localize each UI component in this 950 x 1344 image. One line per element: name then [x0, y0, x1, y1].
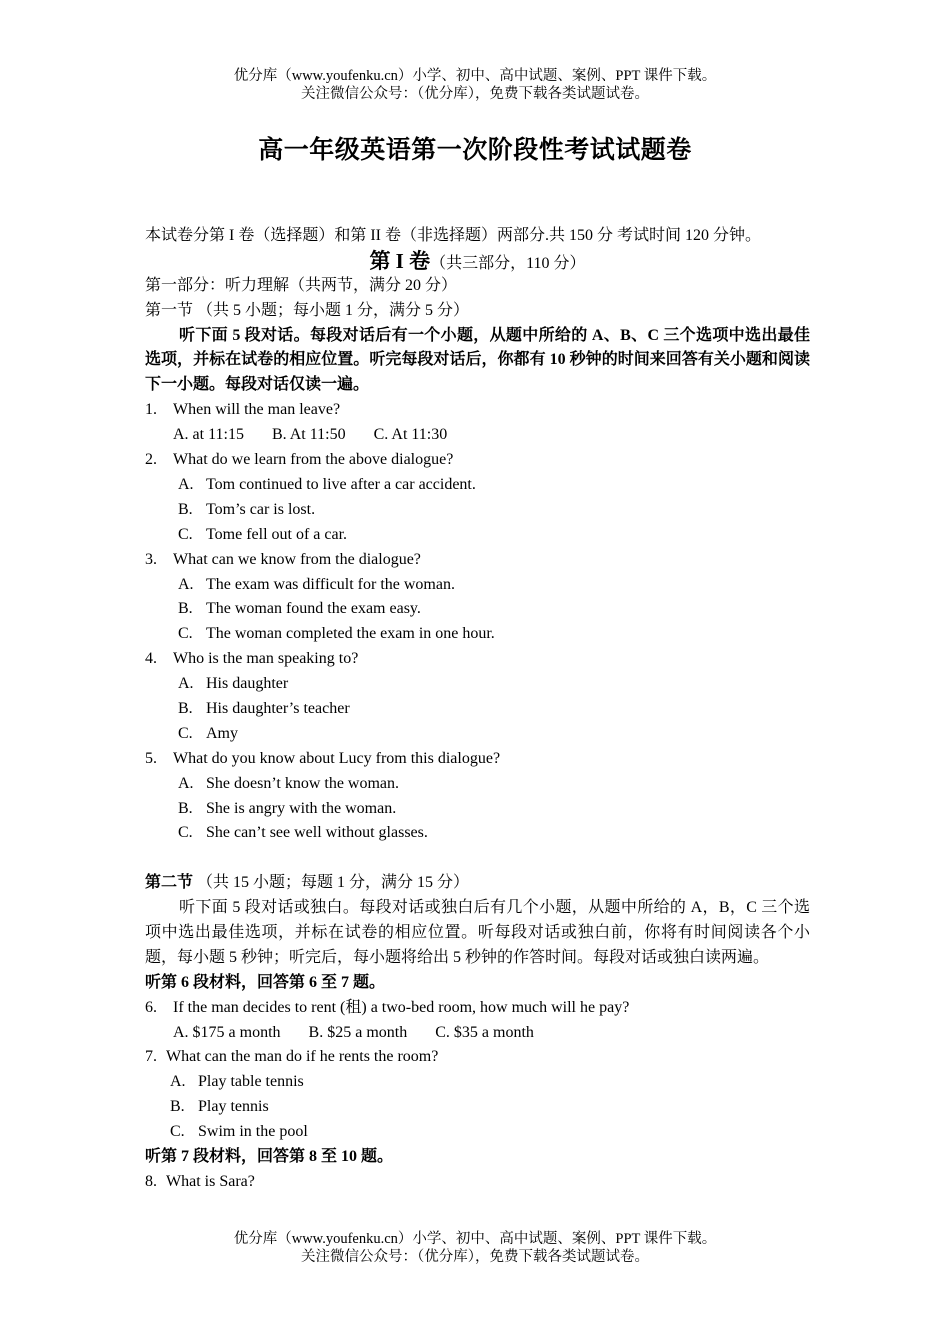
exam-intro: 本试卷分第 I 卷（选择题）和第 II 卷（非选择题）两部分.共 150 分 考试时间 120 分钟。: [145, 227, 761, 244]
header-line-2: 关注微信公众号：（优分库），免费下载各类试题试卷。: [301, 86, 649, 102]
option-b[interactable]: B. At 11:50: [271, 426, 346, 444]
option-c[interactable]: C. $35 a month: [435, 1023, 534, 1041]
option-b[interactable]: B. The woman found the exam easy.: [178, 600, 421, 618]
page-header: [0, 67, 950, 103]
option-a[interactable]: A. $175 a month: [173, 1023, 281, 1041]
option-b[interactable]: B. $25 a month: [308, 1023, 408, 1041]
question-4: 4. Who is the man speaking to?: [145, 650, 359, 668]
question-1: 1. When will the man leave?: [145, 401, 341, 419]
option-a[interactable]: A. She doesn’t know the woman.: [178, 774, 400, 792]
option-c[interactable]: C. The woman completed the exam in one hour.: [178, 625, 495, 643]
section2-instructions: 听下面 5 段对话或独白。每段对话或独白后有几个小题，从题中所给的 A，B，C 三个选项中选出最佳选项，并标在试卷的相应位置。听每段对话或独白前，你将有时间阅读各个小题，每小题 5 秒钟；听完后，每小题将给出 5 秒钟的作答时间。每段对话或独白读两遍。: [145, 899, 810, 966]
option-a[interactable]: A. The exam was difficult for the woman.: [178, 575, 455, 593]
option-c[interactable]: C. Swim in the pool: [170, 1123, 308, 1141]
option-a[interactable]: A. at 11:15: [173, 426, 244, 444]
option-b[interactable]: B. She is angry with the woman.: [178, 799, 397, 817]
footer-line-1: 优分库（www.youfenku.cn）小学、初中、高中试题、案例、PPT 课件下载。: [233, 1231, 717, 1247]
option-b[interactable]: B. Play tennis: [170, 1098, 269, 1116]
volume-heading: [145, 249, 810, 274]
option-c[interactable]: C. Amy: [178, 724, 238, 742]
material-6-heading: 听第 6 段材料，回答第 6 至 7 题。: [145, 973, 386, 991]
section1-heading: 第一节 （共 5 小题；每小题 1 分，满分 5 分）: [145, 301, 470, 319]
part1-heading: 第一部分：听力理解（共两节，满分 20 分）: [145, 276, 458, 294]
page-footer: [0, 1230, 950, 1266]
volume-note: （共三部分，110 分）: [430, 254, 586, 272]
option-a[interactable]: A. Play table tennis: [170, 1073, 304, 1091]
material-7-heading: 听第 7 段材料，回答第 8 至 10 题。: [145, 1148, 394, 1166]
page-title: 高一年级英语第一次阶段性考试试题卷: [258, 137, 692, 164]
question-2: 2. What do we learn from the above dialogue?: [145, 451, 454, 469]
option-a[interactable]: A. Tom continued to live after a car accident.: [178, 475, 476, 493]
option-c[interactable]: C. At 11:30: [373, 426, 448, 444]
option-c[interactable]: C. Tome fell out of a car.: [178, 525, 348, 543]
question-6-options: [145, 1021, 810, 1046]
volume-name: 第 I 卷: [369, 248, 431, 273]
question-5: 5. What do you know about Lucy from this dialogue?: [145, 749, 501, 767]
question-7: 7. What can the man do if he rents the room?: [145, 1048, 439, 1066]
exam-content: [145, 224, 810, 1195]
question-3: 3. What can we know from the dialogue?: [145, 550, 421, 568]
option-b[interactable]: B. His daughter’s teacher: [178, 699, 350, 717]
footer-line-2: 关注微信公众号：（优分库），免费下载各类试题试卷。: [301, 1249, 649, 1265]
section1-instructions: 听下面 5 段对话。每段对话后有一个小题，从题中所给的 A、B、C 三个选项中选出最佳选项，并标在试卷的相应位置。听完每段对话后，你都有 10 秒钟的时间来回答有关小题和阅读下一小题。每段对话仅读一遍。: [145, 326, 810, 394]
question-8: 8. What is Sara?: [145, 1172, 255, 1190]
option-b[interactable]: B. Tom’s car is lost.: [178, 500, 316, 518]
question-6: 6. If the man decides to rent (租) a two-bed room, how much will he pay?: [145, 998, 630, 1016]
spacer: [145, 846, 810, 871]
header-line-1: 优分库（www.youfenku.cn）小学、初中、高中试题、案例、PPT 课件下载。: [233, 68, 717, 84]
option-c[interactable]: C. She can’t see well without glasses.: [178, 824, 428, 842]
question-1-options: [145, 423, 810, 448]
section2-heading: 第二节 （共 15 小题；每题 1 分，满分 15 分）: [145, 874, 470, 892]
option-a[interactable]: A. His daughter: [178, 675, 289, 693]
